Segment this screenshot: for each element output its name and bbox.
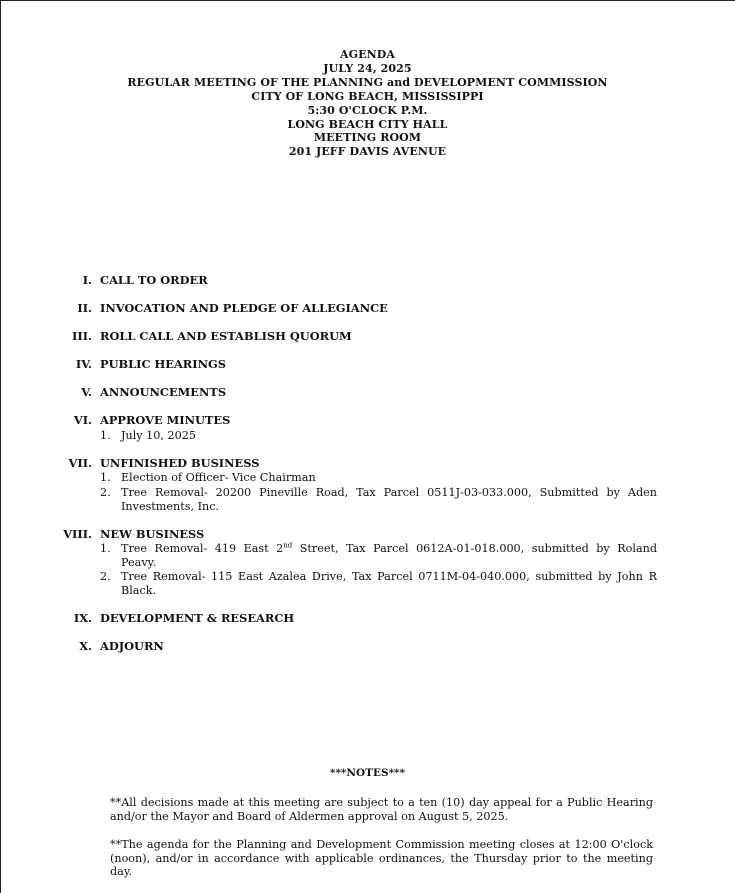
item-text: July 10, 2025 bbox=[121, 429, 196, 442]
item-number: 1. bbox=[100, 542, 111, 555]
section-title: ROLL CALL AND ESTABLISH QUORUM bbox=[100, 329, 352, 343]
note-line: and/or the Mayor and Board of Aldermen approval on August 5, 2025. bbox=[110, 809, 509, 823]
header-line-meeting: REGULAR MEETING OF THE PLANNING and DEVELOPMENT COMMISSION bbox=[127, 75, 608, 89]
section-title: ANNOUNCEMENTS bbox=[100, 385, 227, 399]
header-line-address: 201 JEFF DAVIS AVENUE bbox=[288, 145, 447, 159]
page-border-top bbox=[0, 0, 735, 1]
item-text bbox=[121, 486, 657, 513]
section-title: INVOCATION AND PLEDGE OF ALLEGIANCE bbox=[100, 301, 388, 315]
item-text-line-2: Investments, Inc. bbox=[121, 499, 220, 513]
note-line: **All decisions made at this meeting are subject to a ten (10) day appeal for a Public Hearing bbox=[110, 796, 653, 809]
ordinal-suffix: nd bbox=[283, 541, 293, 550]
section-number: I. bbox=[82, 273, 92, 287]
item-text bbox=[121, 542, 657, 569]
item-text bbox=[121, 570, 657, 597]
header-line-agenda: AGENDA bbox=[339, 48, 396, 61]
item-text: Election of Officer- Vice Chairman bbox=[121, 471, 316, 484]
note-line: **The agenda for the Planning and Development Commission meeting closes at 12:00 O'clock bbox=[110, 838, 653, 851]
section-number: IX. bbox=[73, 611, 92, 625]
section-number: III. bbox=[72, 329, 92, 343]
item-number: 2. bbox=[100, 486, 111, 499]
section-number: X. bbox=[79, 639, 92, 653]
notes-title: ***NOTES*** bbox=[329, 767, 406, 779]
item-text-pre: Tree Removal- 419 East 2 bbox=[121, 542, 284, 555]
section-number: IV. bbox=[75, 357, 92, 371]
header-line-location: LONG BEACH CITY HALL bbox=[287, 117, 448, 131]
item-text-line-1 bbox=[121, 542, 657, 556]
header-line-time: 5:30 O'CLOCK P.M. bbox=[307, 103, 428, 117]
item-text-post: Street, Tax Parcel 0612A-01-018.000, submitted by Roland bbox=[292, 542, 658, 555]
item-text-line-1: Tree Removal- 115 East Azalea Drive, Tax Parcel 0711M-04-040.000, submitted by John R bbox=[121, 570, 657, 583]
section-title: UNFINISHED BUSINESS bbox=[100, 456, 260, 470]
section-title: APPROVE MINUTES bbox=[100, 413, 231, 427]
item-number: 1. bbox=[100, 429, 111, 442]
header-line-date: JULY 24, 2025 bbox=[323, 61, 412, 75]
section-title: PUBLIC HEARINGS bbox=[100, 357, 226, 371]
section-title: ADJOURN bbox=[100, 639, 164, 653]
note-agenda-deadline bbox=[110, 838, 653, 879]
item-number: 1. bbox=[100, 471, 111, 484]
item-number: 2. bbox=[100, 570, 111, 583]
note-line: day. bbox=[110, 865, 133, 879]
section-number: II. bbox=[77, 301, 92, 315]
section-number: V. bbox=[81, 385, 92, 399]
agenda-header bbox=[0, 48, 735, 159]
header-line-city: CITY OF LONG BEACH, MISSISSIPPI bbox=[251, 89, 484, 103]
note-appeal bbox=[110, 796, 653, 823]
item-text-line-2: Black. bbox=[121, 583, 157, 597]
item-text-line-2: Peavy. bbox=[121, 555, 157, 569]
section-title: NEW BUSINESS bbox=[100, 527, 205, 541]
section-number: VII. bbox=[68, 456, 92, 470]
section-title: CALL TO ORDER bbox=[100, 273, 208, 287]
note-line: (noon), and/or in accordance with applicable ordinances, the Thursday prior to the meeting bbox=[110, 851, 653, 865]
item-text-line-1: Tree Removal- 20200 Pineville Road, Tax Parcel 0511J-03-033.000, Submitted by Aden bbox=[121, 486, 657, 499]
header-line-room: MEETING ROOM bbox=[313, 131, 422, 145]
section-number: VIII. bbox=[63, 527, 92, 541]
section-title: DEVELOPMENT & RESEARCH bbox=[100, 611, 295, 625]
section-number: VI. bbox=[73, 413, 92, 427]
